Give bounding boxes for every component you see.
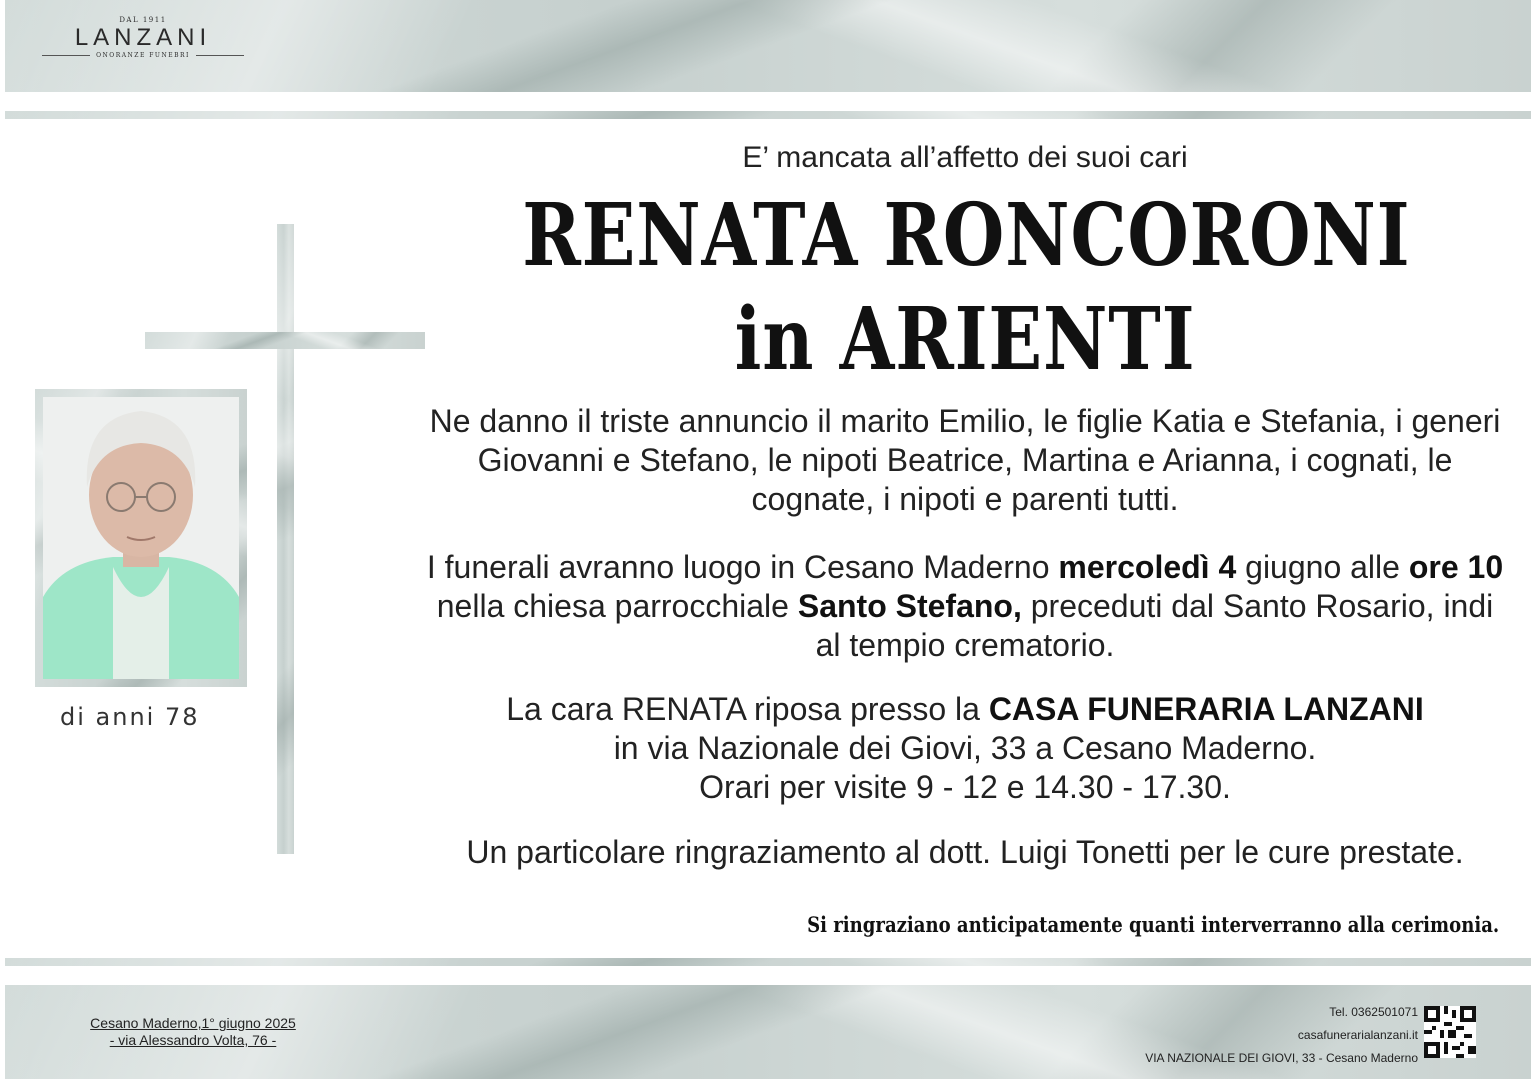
lanzani-logo [42,16,244,59]
deceased-name-line2: in ARIENTI [734,289,1196,390]
logo-since: DAL 1911 [119,16,167,24]
funeral-paragraph [425,548,1505,665]
funeral-day: mercoledì 4 [1058,549,1237,585]
rest-place: CASA FUNERARIA LANZANI [988,691,1424,727]
funeral-church: Santo Stefano, [797,588,1022,624]
rest-hours: Orari per visite 9 - 12 e 14.30 - 17.30. [699,769,1231,805]
announcement-body [425,138,1505,872]
website-link[interactable]: casafunerarialanzani.it [1297,1028,1418,1042]
family-paragraph: Ne danno il triste annuncio il marito Emilio, le figlie Katia e Stefania, i generi Giovanni e Stefano, le nipoti Beatrice, Martina e Arianna, i cognati, le cognate, i nipoti e parenti tutti. [429,403,1501,517]
deceased-name-line1: RENATA RONCORONI [522,185,1411,286]
rest-address: in via Nazionale dei Giovi, 33 a Cesano Maderno. [613,730,1317,766]
footer-contact [1095,1001,1418,1070]
closing-line: Si ringraziano anticipatamente quanti interverranno alla cerimonia. [807,912,1500,937]
street-address: - via Alessandro Volta, 76 - [109,1032,277,1048]
bottom-divider-stripe [5,958,1531,966]
top-divider-stripe [5,111,1531,119]
cross-icon-horizontal-beam [145,332,425,349]
portrait-photo-frame [35,389,247,687]
funeral-text-post: preceduti dal Santo Rosario, indi al tempio crematorio. [815,588,1494,663]
intro-line: E’ mancata all’affetto dei suoi cari [742,141,1188,174]
funeral-text-pre: I funerali avranno luogo in Cesano Maderno [426,549,1059,585]
funeral-text-mid2: nella chiesa parrocchiale [436,588,798,624]
place-date: Cesano Maderno,1° giugno 2025 [90,1015,296,1031]
age-label: di anni 78 [60,703,200,731]
qr-code-icon[interactable] [1424,1006,1476,1058]
logo-subtitle: ONORANZE FUNEBRI [42,52,244,59]
portrait-photo-icon [43,397,239,679]
funeral-time: ore 10 [1408,549,1504,585]
cross-icon-vertical-beam [277,224,294,854]
phone-number: Tel. 0362501071 [1329,1005,1418,1019]
rest-paragraph [425,690,1505,807]
thanks-paragraph: Un particolare ringraziamento al dott. Luigi Tonetti per le cure prestate. [466,834,1464,870]
company-address: VIA NAZIONALE DEI GIOVI, 33 - Cesano Maderno [1145,1051,1418,1065]
funeral-text-mid1: giugno alle [1236,549,1409,585]
logo-name: LANZANI [74,24,212,51]
rest-text-pre: La cara RENATA riposa presso la [506,691,989,727]
footer-place-date [75,1015,311,1049]
